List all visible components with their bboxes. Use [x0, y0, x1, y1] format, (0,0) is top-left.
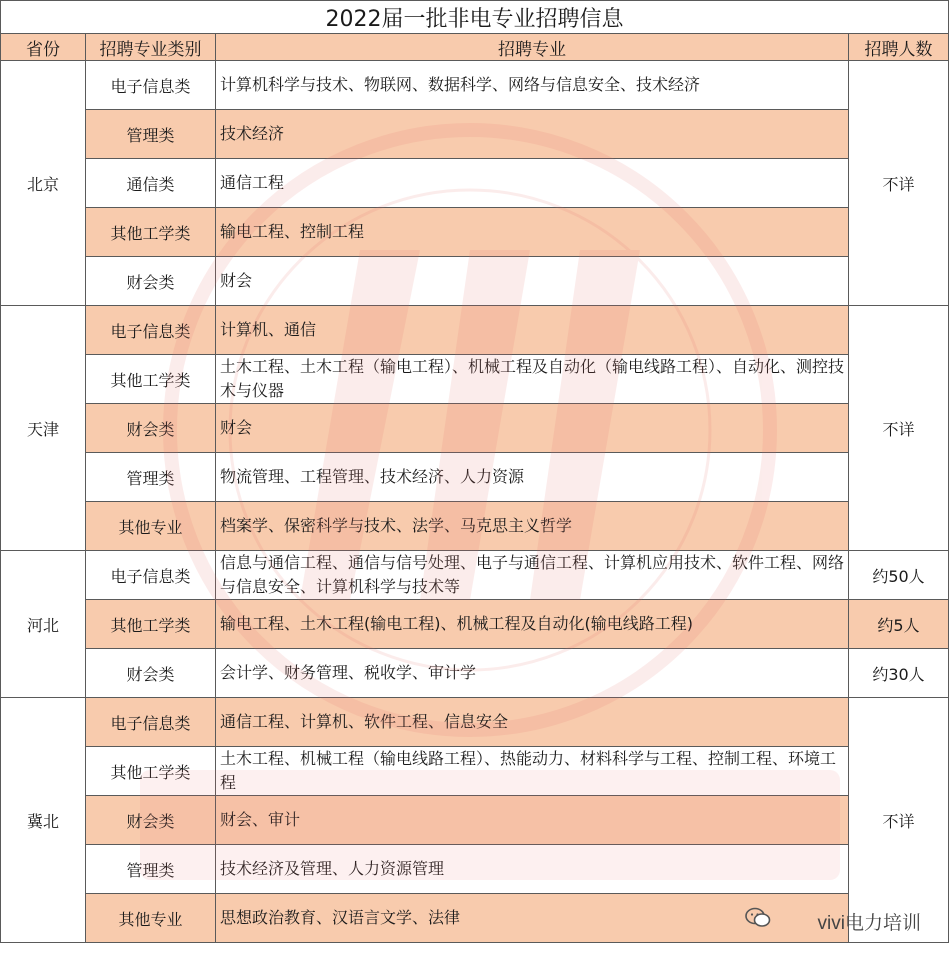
- majors-cell: 档案学、保密科学与技术、法学、马克思主义哲学: [216, 502, 849, 551]
- majors-cell: 计算机科学与技术、物联网、数据科学、网络与信息安全、技术经济: [216, 61, 849, 110]
- table-row: [1, 110, 949, 159]
- category-cell: 财会类: [86, 404, 216, 453]
- category-cell: 电子信息类: [86, 551, 216, 600]
- majors-cell: 计算机、通信: [216, 306, 849, 355]
- table-row: [1, 894, 949, 943]
- count-cell: 不详: [849, 698, 949, 943]
- table-row: [1, 257, 949, 306]
- count-cell: 约50人: [849, 551, 949, 600]
- table-row: [1, 453, 949, 502]
- majors-cell: 通信工程、计算机、软件工程、信息安全: [216, 698, 849, 747]
- province-cell: 天津: [1, 306, 86, 551]
- count-cell: 不详: [849, 61, 949, 306]
- majors-cell: 土木工程、土木工程（输电工程）、机械工程及自动化（输电线路工程）、自动化、测控技术与仪器: [216, 355, 849, 404]
- province-cell: 北京: [1, 61, 86, 306]
- category-cell: 其他专业: [86, 894, 216, 943]
- category-cell: 其他工学类: [86, 747, 216, 796]
- majors-cell: 物流管理、工程管理、技术经济、人力资源: [216, 453, 849, 502]
- majors-cell: 技术经济及管理、人力资源管理: [216, 845, 849, 894]
- table-row: [1, 551, 949, 600]
- header-province: 省份: [1, 34, 86, 61]
- count-cell: 约30人: [849, 649, 949, 698]
- majors-cell: 财会: [216, 257, 849, 306]
- header-majors: 招聘专业: [216, 34, 849, 61]
- majors-cell: 技术经济: [216, 110, 849, 159]
- category-cell: 电子信息类: [86, 306, 216, 355]
- table-row: [1, 159, 949, 208]
- count-cell: 约5人: [849, 600, 949, 649]
- watermark-account: vivi电力培训: [817, 913, 921, 934]
- category-cell: 电子信息类: [86, 698, 216, 747]
- table-row: [1, 306, 949, 355]
- majors-cell: 财会、审计: [216, 796, 849, 845]
- table-row: [1, 698, 949, 747]
- category-cell: 其他工学类: [86, 355, 216, 404]
- majors-cell: 会计学、财务管理、税收学、审计学: [216, 649, 849, 698]
- category-cell: 财会类: [86, 257, 216, 306]
- majors-cell: 通信工程: [216, 159, 849, 208]
- table-row: [1, 747, 949, 796]
- table-row: [1, 355, 949, 404]
- majors-cell: 土木工程、机械工程（输电线路工程）、热能动力、材料科学与工程、控制工程、环境工程: [216, 747, 849, 796]
- category-cell: 管理类: [86, 845, 216, 894]
- wechat-icon: [745, 907, 771, 929]
- table-row: [1, 649, 949, 698]
- category-cell: 管理类: [86, 453, 216, 502]
- category-cell: 财会类: [86, 796, 216, 845]
- table-row: [1, 61, 949, 110]
- table-row: [1, 404, 949, 453]
- category-cell: 其他工学类: [86, 208, 216, 257]
- majors-cell: 思想政治教育、汉语言文学、法律: [216, 894, 849, 943]
- category-cell: 财会类: [86, 649, 216, 698]
- majors-cell: 输电工程、土木工程(输电工程)、机械工程及自动化(输电线路工程): [216, 600, 849, 649]
- table-row: [1, 208, 949, 257]
- majors-cell: 信息与通信工程、通信与信号处理、电子与通信工程、计算机应用技术、软件工程、网络与信息安全、计算机科学与技术等: [216, 551, 849, 600]
- majors-cell: 输电工程、控制工程: [216, 208, 849, 257]
- table-row: [1, 600, 949, 649]
- header-category: 招聘专业类别: [86, 34, 216, 61]
- table-row: [1, 502, 949, 551]
- table-row: [1, 796, 949, 845]
- category-cell: 通信类: [86, 159, 216, 208]
- majors-cell: 财会: [216, 404, 849, 453]
- category-cell: 其他专业: [86, 502, 216, 551]
- province-cell: 冀北: [1, 698, 86, 943]
- table-title: 2022届一批非电专业招聘信息: [1, 1, 949, 34]
- count-cell: 不详: [849, 306, 949, 551]
- table-row: [1, 845, 949, 894]
- province-cell: 河北: [1, 551, 86, 698]
- header-count: 招聘人数: [849, 34, 949, 61]
- category-cell: 其他工学类: [86, 600, 216, 649]
- category-cell: 管理类: [86, 110, 216, 159]
- category-cell: 电子信息类: [86, 61, 216, 110]
